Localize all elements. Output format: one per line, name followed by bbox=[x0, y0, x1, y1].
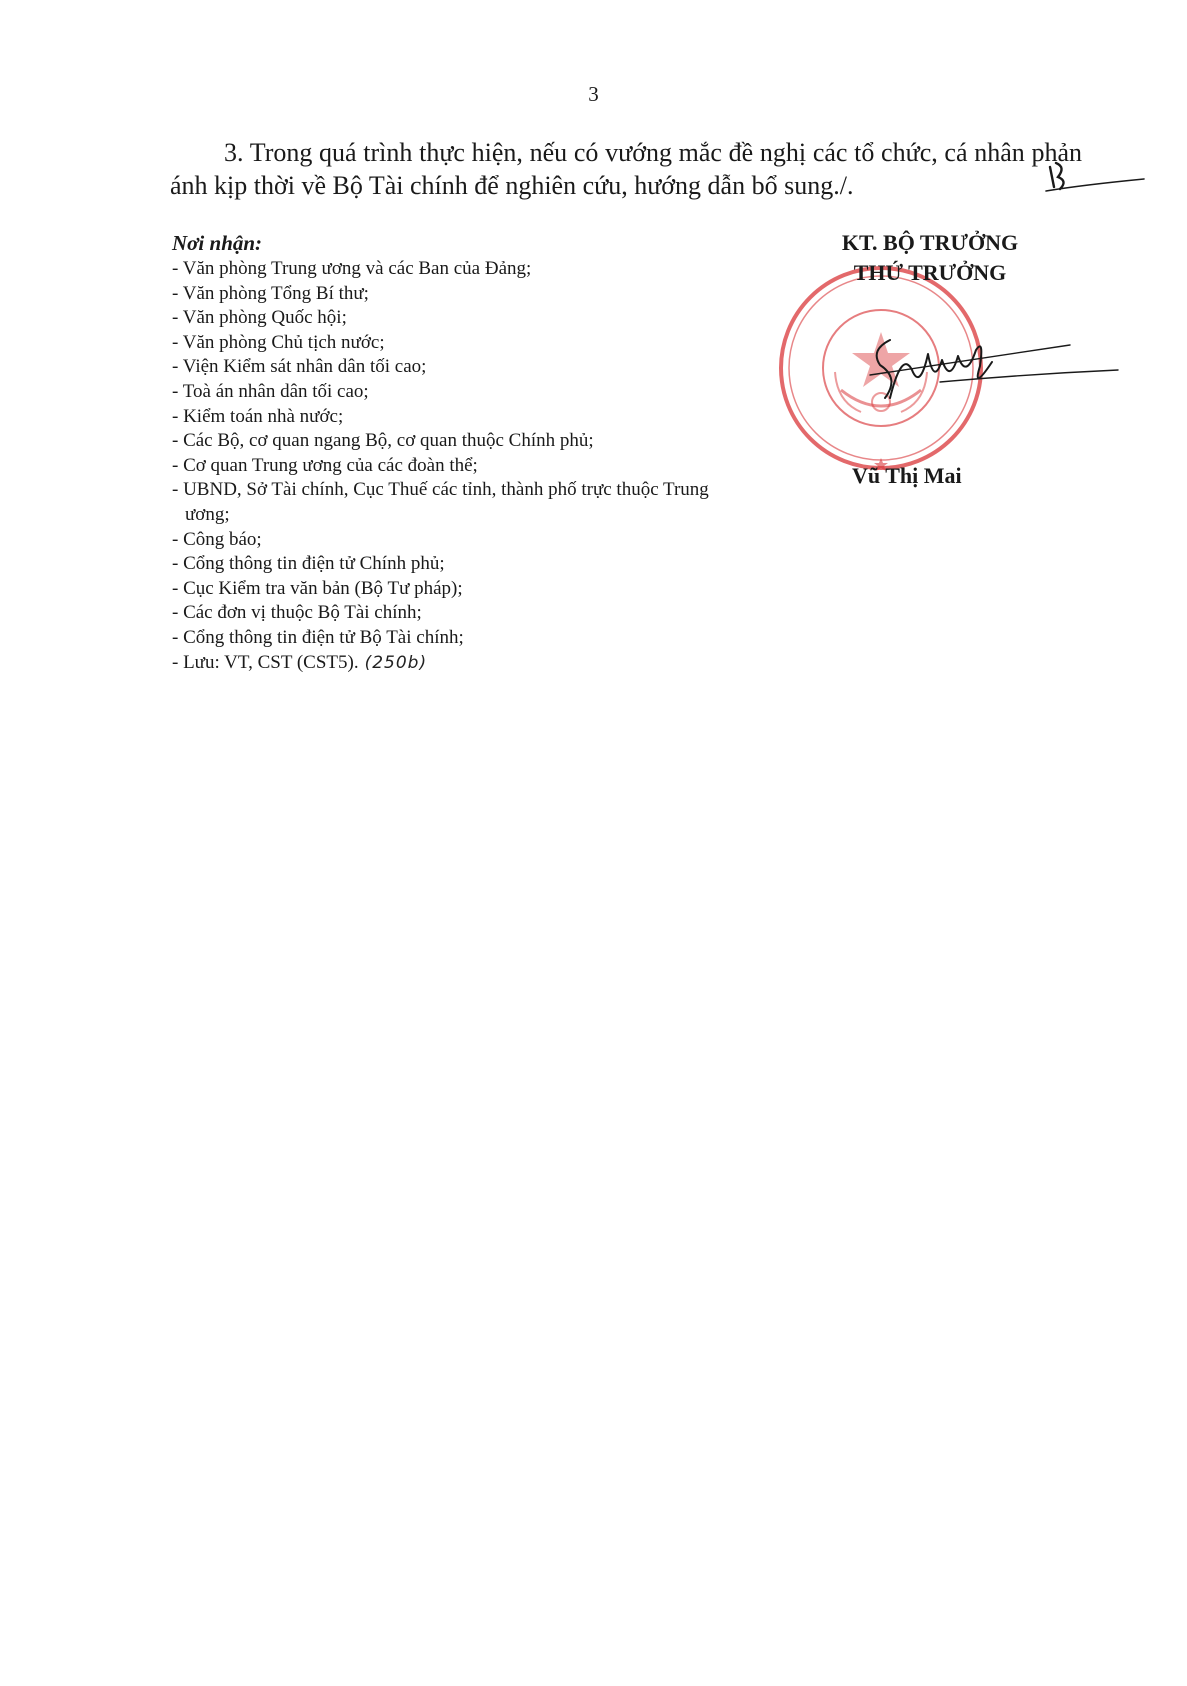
archive-label: - Lưu: VT, CST (CST5). bbox=[172, 651, 359, 673]
recipient-item: - Công báo; bbox=[172, 528, 262, 550]
recipient-item: - Các Bộ, cơ quan ngang Bộ, cơ quan thuộc Chính phủ; bbox=[172, 430, 594, 452]
recipient-item: - Cổng thông tin điện tử Chính phủ; bbox=[172, 553, 445, 575]
recipient-item: - Văn phòng Trung ương và các Ban của Đảng; bbox=[172, 258, 532, 279]
recipient-item: - Cục Kiểm tra văn bản (Bộ Tư pháp); bbox=[172, 577, 463, 599]
recipient-item: - Kiểm toán nhà nước; bbox=[172, 405, 344, 427]
signer-title-line2: THỨ TRƯỞNG bbox=[853, 260, 1007, 285]
page-number: 3 bbox=[588, 82, 599, 106]
closing-paragraph: 3. Trong quá trình thực hiện, nếu có vướng mắc đề nghị các tổ chức, cá nhân phản ánh kịp thời về Bộ Tài chính để nghiên cứu, hướng dẫn bổ sung./. bbox=[170, 138, 1082, 200]
signature-block bbox=[790, 228, 1070, 288]
handwritten-initials-mark bbox=[1042, 155, 1147, 200]
handwritten-signature bbox=[850, 320, 1120, 410]
signer-name: Vũ Thị Mai bbox=[852, 463, 962, 488]
recipient-item: - Viện Kiểm sát nhân dân tối cao; bbox=[172, 356, 427, 378]
recipient-item: - UBND, Sở Tài chính, Cục Thuế các tỉnh, thành phố trực thuộc Trung ương; bbox=[172, 479, 709, 525]
recipient-item: - Toà án nhân dân tối cao; bbox=[172, 380, 369, 402]
recipient-item: - Các đơn vị thuộc Bộ Tài chính; bbox=[172, 602, 422, 624]
handwritten-copy-count: (250b) bbox=[364, 652, 428, 673]
recipient-item: - Văn phòng Tổng Bí thư; bbox=[172, 282, 369, 304]
recipients-heading: Nơi nhận: bbox=[172, 231, 263, 255]
recipient-item: - Cơ quan Trung ương của các đoàn thể; bbox=[172, 454, 478, 476]
recipients-list bbox=[172, 257, 732, 675]
recipients-section bbox=[172, 230, 732, 675]
signer-title-line1: KT. BỘ TRƯỞNG bbox=[841, 230, 1019, 255]
recipient-item: - Văn phòng Quốc hội; bbox=[172, 307, 347, 329]
recipient-item-archive bbox=[172, 651, 732, 676]
recipient-item: - Cổng thông tin điện tử Bộ Tài chính; bbox=[172, 626, 464, 648]
recipient-item: - Văn phòng Chủ tịch nước; bbox=[172, 331, 385, 353]
